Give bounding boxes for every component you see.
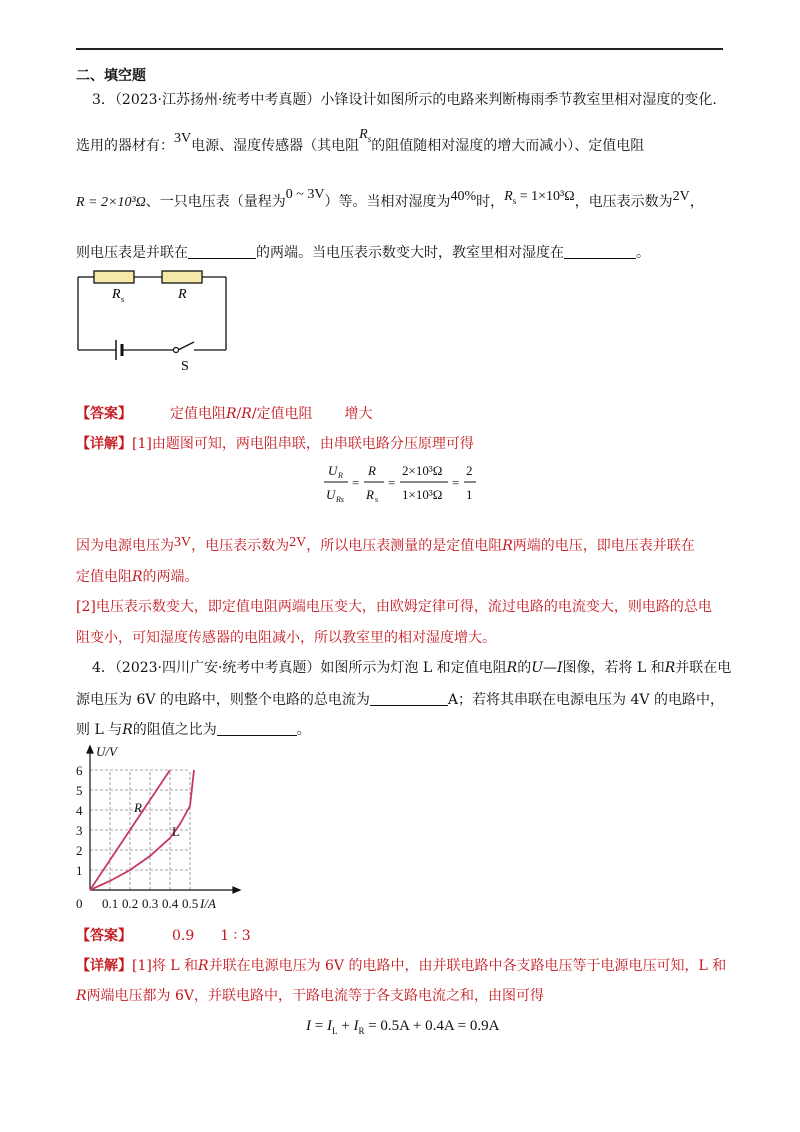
- q4-line2: 源电压为 6V 的电路中，则整个电路的总电流为 A；若将其串联在电源电压为 4V 的电路中，: [76, 692, 724, 708]
- rs-sub: s: [121, 295, 125, 304]
- q4-line1: 4．（2023·四川广安·统考中考真题）如图所示为灯泡 L 和定值电阻R的U—I图像，若将 L 和R并联在电: [92, 660, 732, 676]
- q3-detail-2: 因为电源电压为3V，电压表示数为2V，所以电压表测量的是定值电阻R两端的电压，即电压表并联在: [76, 535, 695, 554]
- q4-detail-2: R两端电压都为 6V，并联电路中，干路电流等于各支路电流之和，由图可得: [76, 988, 545, 1004]
- q3-detail-3: 定值电阻R的两端。: [76, 569, 199, 585]
- y-tick-label: 1: [76, 863, 83, 878]
- svg-text:U: U: [326, 487, 336, 502]
- rs-label: R: [112, 287, 121, 302]
- r-label: R: [178, 287, 187, 302]
- q3-fraction-formula: [322, 458, 482, 506]
- q3-line4: 则电压表是并联在 的两端。当电压表示数变大时，教室里相对湿度在 。: [76, 245, 650, 261]
- y-tick-label: 2: [76, 843, 83, 858]
- q3-detail-4: [2]电压表示数变大，即定值电阻两端电压变大，由欧姆定律可得，流过电路的电流变大，则电路的总电: [76, 599, 712, 615]
- q3-line2: 选用的器材有：3V电源、湿度传感器（其电阻$R_s$的阻值随相对湿度的增大而减小）、定值电阻: [76, 127, 645, 154]
- q3-detail-1: 【详解】[1]由题图可知，两电阻串联，由串联电路分压原理可得: [76, 436, 474, 452]
- svg-text:s: s: [375, 495, 379, 504]
- svg-text:=: =: [388, 475, 396, 490]
- x-tick-label: 0: [76, 896, 83, 911]
- q4-line3: 则 L 与R的阻值之比为 。: [76, 722, 311, 738]
- series-label-L: L: [172, 824, 180, 839]
- svg-text:1×10³Ω: 1×10³Ω: [402, 487, 443, 502]
- x-tick-label: 0.4: [162, 896, 179, 911]
- svg-text:R: R: [368, 463, 376, 478]
- y-tick-label: 4: [76, 803, 83, 818]
- y-axis-label: U/V: [96, 744, 117, 759]
- series-label-R: R: [134, 800, 142, 815]
- y-tick-label: 6: [76, 763, 83, 778]
- q3-answer: 【答案】 定值电阻R/R/定值电阻 增大: [76, 406, 373, 422]
- x-tick-label: 0.2: [122, 896, 139, 911]
- y-tick-label: 5: [76, 783, 83, 798]
- svg-text:R: R: [338, 471, 343, 480]
- y-tick-label: 3: [76, 823, 83, 838]
- circuit-diagram: [70, 262, 240, 374]
- svg-text:R: R: [366, 487, 374, 502]
- switch-label: S: [181, 359, 189, 374]
- section-title: 二、填空题: [76, 68, 146, 84]
- q4-answer: 【答案】 0.9 1 ∶ 3: [76, 928, 251, 944]
- q3-detail-5: 阻变小，可知湿度传感器的电阻减小，所以教室里的相对湿度增大。: [76, 630, 496, 646]
- svg-text:2: 2: [466, 463, 473, 478]
- y-arrow: [87, 746, 93, 753]
- q4-detail-1: 【详解】[1]将 L 和R并联在电源电压为 6V 的电路中，由并联电路中各支路电压等于电源电压可知，L 和: [76, 958, 727, 974]
- q3-blank-2[interactable]: [564, 244, 636, 259]
- svg-text:=: =: [352, 475, 360, 490]
- ui-chart: [74, 742, 254, 920]
- q3-blank-1[interactable]: [188, 244, 256, 259]
- x-arrow: [233, 887, 240, 893]
- svg-text:1: 1: [466, 487, 473, 502]
- svg-text:U: U: [328, 463, 338, 478]
- q3-line3: R = 2×10³Ω、一只电压表（量程为0 ~ 3V）等。当相对湿度为40%时，$R_s = 1\times 10^3\Omega$，电压表示数为2V，: [76, 187, 704, 210]
- svg-text:=: =: [452, 475, 460, 490]
- q3-line1: 3．（2023·江苏扬州·统考中考真题）小锋设计如图所示的电路来判断梅雨季节教室里相对湿度的变化.: [92, 92, 717, 108]
- x-tick-label: 0.3: [142, 896, 159, 911]
- x-tick-label: 0.1: [102, 896, 119, 911]
- svg-text:Rs: Rs: [336, 495, 344, 504]
- q4-blank-1[interactable]: [370, 691, 448, 706]
- svg-text:2×10³Ω: 2×10³Ω: [402, 463, 443, 478]
- x-axis-label: I/A: [200, 896, 216, 911]
- top-rule: [76, 48, 723, 50]
- x-tick-label: 0.5: [182, 896, 199, 911]
- q4-blank-2[interactable]: [217, 721, 297, 736]
- q4-equation: $I = I_L + I_R = 0.5A + 0.4A = 0.9A$: [306, 1018, 500, 1036]
